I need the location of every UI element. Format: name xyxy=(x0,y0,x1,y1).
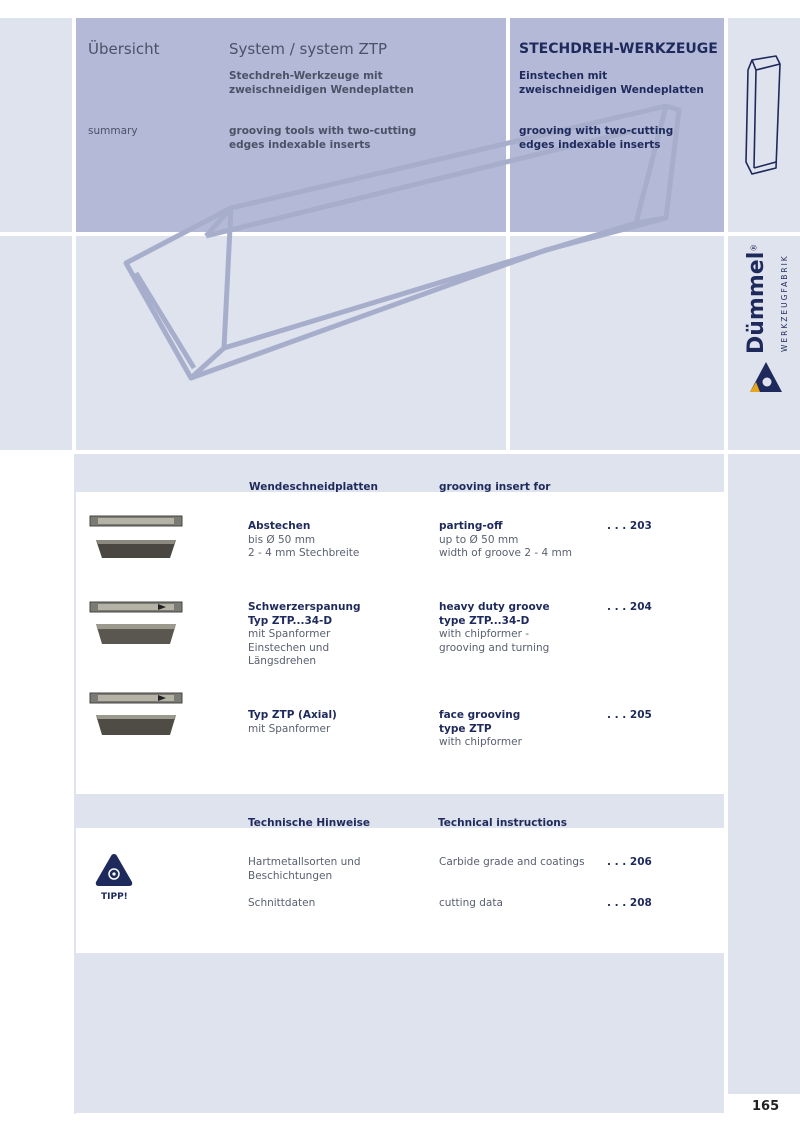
column-header-de: Wendeschneidplatten xyxy=(249,481,378,493)
system-title: System / system ZTP xyxy=(229,40,388,58)
left-margin-panel-top xyxy=(0,18,72,232)
row-parting-off-en: parting-off up to Ø 50 mm width of groove 2 - 4 mm xyxy=(439,520,572,559)
category-title: STECHDREH-WERKZEUGE xyxy=(519,41,718,57)
section-band xyxy=(76,794,724,828)
page-reference[interactable]: . . . 205 xyxy=(607,709,652,721)
row-carbide-en: Carbide grade and coatings xyxy=(439,856,585,868)
brand-logo: Dümmel® xyxy=(744,243,769,354)
column-header-de: Technische Hinweise xyxy=(248,817,371,829)
section-band xyxy=(76,454,724,492)
column-header-en: Technical instructions xyxy=(438,817,568,829)
row-cutting-data-en: cutting data xyxy=(439,897,503,909)
summary-label: summary xyxy=(88,125,138,137)
insert-thumbnail-icon xyxy=(740,50,788,180)
tip-label: TIPP! xyxy=(101,892,128,902)
footer-band xyxy=(76,953,724,1113)
insert-image-heavy-duty xyxy=(88,598,184,648)
page-reference[interactable]: . . . 204 xyxy=(607,601,652,613)
insert-image-face-grooving xyxy=(88,689,184,739)
row-heavy-duty-de: Schwerzerspanung Typ ZTP...34-D mit Spanformer Einstechen und Längsdrehen xyxy=(248,601,361,667)
system-description-de: Stechdreh-Werkzeuge mit zweischneidigen Wendeplatten xyxy=(229,70,414,96)
row-cutting-data-de: Schnittdaten xyxy=(248,897,316,909)
tip-triangle-icon xyxy=(94,852,134,890)
side-panel-bottom xyxy=(728,454,800,1094)
insert-image-parting-off xyxy=(88,512,184,562)
brand-triangle-icon xyxy=(748,360,784,396)
system-description-en: grooving tools with two-cutting edges indexable inserts xyxy=(229,125,417,151)
page-number: 165 xyxy=(752,1099,780,1114)
page-reference[interactable]: . . . 208 xyxy=(607,897,652,909)
left-margin-bottom xyxy=(0,454,72,1114)
row-parting-off-de: Abstechen bis Ø 50 mm 2 - 4 mm Stechbreite xyxy=(248,520,360,559)
category-description-en: grooving with two-cutting edges indexable inserts xyxy=(519,125,674,151)
overview-label: Übersicht xyxy=(88,40,160,58)
page-reference[interactable]: . . . 206 xyxy=(607,856,652,868)
column-header-en: grooving insert for xyxy=(439,481,551,493)
left-margin-panel-middle xyxy=(0,236,72,450)
row-carbide-de: Hartmetallsorten und Beschichtungen xyxy=(248,856,361,882)
row-face-grooving-en: face grooving type ZTP with chipformer xyxy=(439,709,522,748)
row-face-grooving-de: Typ ZTP (Axial) mit Spanformer xyxy=(248,709,337,735)
category-description-de: Einstechen mit zweischneidigen Wendeplatten xyxy=(519,70,704,96)
page-reference[interactable]: . . . 203 xyxy=(607,520,652,532)
brand-subtitle: WERKZEUGFABRIK xyxy=(780,254,789,352)
row-heavy-duty-en: heavy duty groove type ZTP...34-D with chipformer - grooving and turning xyxy=(439,601,550,654)
